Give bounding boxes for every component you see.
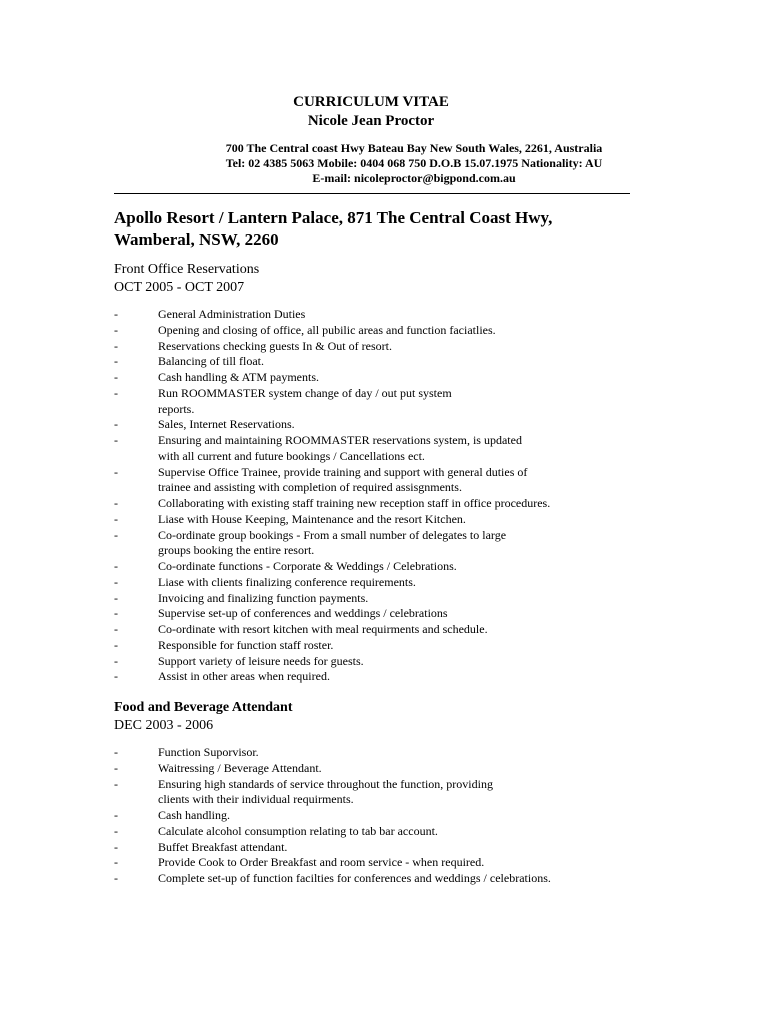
job-title: Front Office Reservations bbox=[114, 262, 260, 277]
employer-line: Apollo Resort / Lantern Palace, 871 The Central Coast Hwy, bbox=[114, 208, 553, 227]
duty-text: Liase with House Keeping, Maintenance and the resort Kitchen. bbox=[158, 511, 466, 526]
duty-text: Ensuring and maintaining ROOMMASTER reservations system, is updated bbox=[158, 433, 522, 447]
bullet-dash: - bbox=[114, 307, 118, 321]
duty-item bbox=[114, 354, 634, 370]
duty-text: Supervise Office Trainee, provide training and support with general duties of bbox=[158, 464, 528, 479]
bullet-dash: - bbox=[114, 823, 118, 838]
duty-item bbox=[114, 761, 634, 777]
bullet-dash: - bbox=[114, 385, 118, 400]
bullet-dash: - bbox=[114, 574, 118, 589]
bullet-dash: - bbox=[114, 511, 118, 526]
duty-text: Supervise set-up of conferences and weddings / celebrations bbox=[158, 606, 448, 621]
job-title: Food and Beverage Attendant bbox=[114, 700, 293, 715]
duty-item bbox=[114, 606, 634, 622]
duty-text: Responsible for function staff roster. bbox=[158, 637, 334, 652]
duty-text: reports. bbox=[158, 401, 195, 416]
bullet-dash: - bbox=[114, 464, 118, 479]
duty-text: Waitressing / Beverage Attendant. bbox=[158, 760, 322, 775]
duty-text: Support variety of leisure needs for guests. bbox=[158, 653, 364, 668]
duty-item bbox=[114, 808, 634, 824]
duty-item bbox=[114, 654, 634, 670]
duty-text: Assist in other areas when required. bbox=[158, 669, 330, 684]
bullet-dash: - bbox=[114, 760, 118, 775]
bullet-dash: - bbox=[114, 871, 118, 885]
duty-item bbox=[114, 559, 634, 575]
duty-item bbox=[114, 417, 634, 433]
duty-item bbox=[114, 669, 634, 685]
address-line: 700 The Central coast Hwy Bateau Bay New South Wales, 2261, Australia bbox=[225, 141, 603, 155]
employer-line: Wamberal, NSW, 2260 bbox=[114, 230, 279, 249]
duty-text: clients with their individual requirments. bbox=[158, 792, 354, 807]
duty-text: Invoicing and finalizing function payments. bbox=[158, 590, 369, 605]
duty-text: Cash handling. bbox=[158, 808, 230, 822]
duty-text: Reservations checking guests In & Out of resort. bbox=[158, 338, 392, 353]
duty-item bbox=[114, 465, 634, 497]
duty-item bbox=[114, 622, 634, 638]
bullet-dash: - bbox=[114, 653, 118, 668]
duty-item bbox=[114, 745, 634, 761]
bullet-dash: - bbox=[114, 637, 118, 652]
employer-heading bbox=[114, 207, 614, 251]
bullet-dash: - bbox=[114, 622, 118, 636]
header-divider bbox=[114, 193, 630, 194]
bullet-dash: - bbox=[114, 559, 118, 573]
duty-item bbox=[114, 840, 634, 856]
duty-item bbox=[114, 591, 634, 607]
duties-list bbox=[114, 745, 634, 887]
duty-item bbox=[114, 386, 634, 418]
duty-text: Balancing of till float. bbox=[158, 354, 264, 369]
duty-item bbox=[114, 496, 634, 512]
job-dates: DEC 2003 - 2006 bbox=[114, 718, 214, 733]
duty-item bbox=[114, 512, 634, 528]
bullet-dash: - bbox=[114, 590, 118, 605]
candidate-name: Nicole Jean Proctor bbox=[307, 113, 435, 129]
duty-text: Liase with clients finalizing conference requirements. bbox=[158, 574, 416, 589]
document-title: CURRICULUM VITAE bbox=[293, 94, 449, 110]
email-line: E-mail: nicoleproctor@bigpond.com.au bbox=[312, 171, 516, 185]
bullet-dash: - bbox=[114, 606, 118, 621]
duty-text: Calculate alcohol consumption relating to tab bar account. bbox=[158, 823, 438, 838]
bullet-dash: - bbox=[114, 839, 118, 854]
duty-text: Sales, Internet Reservations. bbox=[158, 417, 295, 432]
duty-text: General Administration Duties bbox=[158, 307, 306, 321]
bullet-dash: - bbox=[114, 417, 118, 432]
duty-text: Co-ordinate group bookings - From a small number of delegates to large bbox=[158, 527, 507, 542]
duty-text: Complete set-up of function facilties for conferences and weddings / celebrations. bbox=[158, 871, 551, 885]
bullet-dash: - bbox=[114, 808, 118, 822]
bullet-dash: - bbox=[114, 370, 118, 384]
duty-text: trainee and assisting with completion of required assisgnments. bbox=[158, 480, 462, 495]
duty-item bbox=[114, 433, 634, 465]
duty-item bbox=[114, 339, 634, 355]
duty-item bbox=[114, 855, 634, 871]
duty-text: with all current and future bookings / Cancellations ect. bbox=[158, 448, 425, 463]
bullet-dash: - bbox=[114, 745, 118, 759]
bullet-dash: - bbox=[114, 669, 118, 684]
bullet-dash: - bbox=[114, 322, 118, 337]
duty-item bbox=[114, 777, 634, 809]
duty-text: Co-ordinate with resort kitchen with meal requirments and schedule. bbox=[158, 622, 488, 636]
duty-text: Provide Cook to Order Breakfast and room service - when required. bbox=[158, 855, 485, 870]
duty-item bbox=[114, 638, 634, 654]
duty-text: Co-ordinate functions - Corporate & Weddings / Celebrations. bbox=[158, 559, 457, 573]
duty-text: Function Suporvisor. bbox=[158, 745, 259, 759]
duty-item bbox=[114, 575, 634, 591]
duty-text: Collaborating with existing staff training new reception staff in office procedures. bbox=[158, 496, 551, 510]
bullet-dash: - bbox=[114, 354, 118, 369]
contact-line: Tel: 02 4385 5063 Mobile: 0404 068 750 D.O.B 15.07.1975 Nationality: AU bbox=[225, 156, 603, 170]
bullet-dash: - bbox=[114, 527, 118, 542]
duties-list bbox=[114, 307, 634, 685]
duty-item bbox=[114, 871, 634, 887]
bullet-dash: - bbox=[114, 496, 118, 510]
duty-text: Run ROOMMASTER system change of day / out put system bbox=[158, 385, 452, 400]
job-dates: OCT 2005 - OCT 2007 bbox=[114, 280, 245, 295]
duty-text: Opening and closing of office, all pubilic areas and function faciatlies. bbox=[158, 322, 496, 337]
bullet-dash: - bbox=[114, 855, 118, 870]
duty-item bbox=[114, 370, 634, 386]
duty-item bbox=[114, 323, 634, 339]
bullet-dash: - bbox=[114, 338, 118, 353]
duty-text: groups booking the entire resort. bbox=[158, 543, 315, 558]
bullet-dash: - bbox=[114, 433, 118, 447]
bullet-dash: - bbox=[114, 776, 118, 791]
duty-text: Cash handling & ATM payments. bbox=[158, 370, 319, 384]
duty-item bbox=[114, 824, 634, 840]
duty-text: Buffet Breakfast attendant. bbox=[158, 839, 288, 854]
duty-text: Ensuring high standards of service throughout the function, providing bbox=[158, 776, 493, 791]
duty-item bbox=[114, 528, 634, 560]
duty-item bbox=[114, 307, 634, 323]
